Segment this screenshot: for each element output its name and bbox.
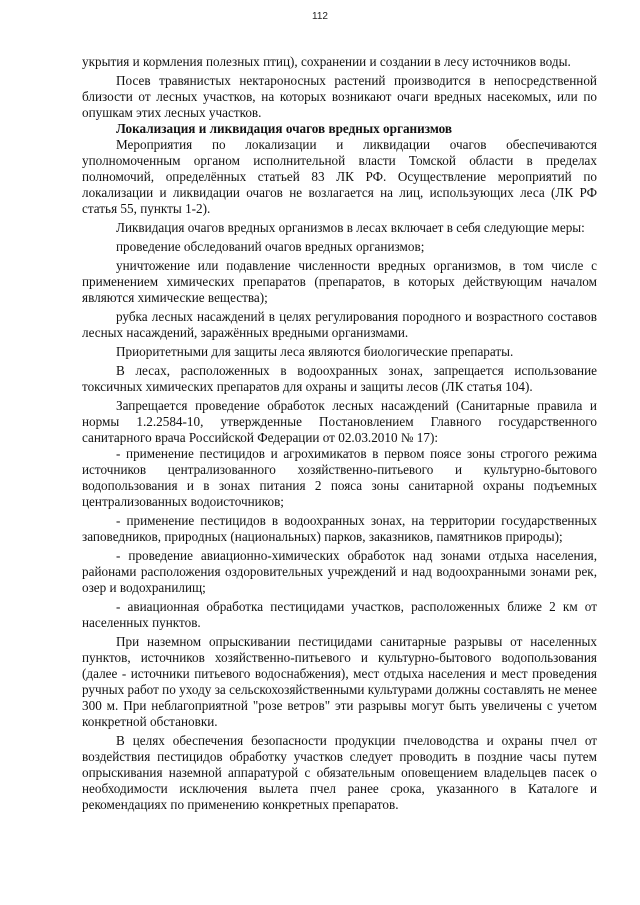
paragraph: Ликвидация очагов вредных организмов в лесах включает в себя следующие меры: xyxy=(116,220,585,235)
list-item: - применение пестицидов и агрохимикатов в первом поясе зоны строгого режима источников централизованного хозяйственно-питьевого и культурно-бытового водопользования и в зонах питания 2 пояса зоны санитарной охраны подъемных централизованных водоисточников; xyxy=(82,446,597,509)
page-number: 112 xyxy=(312,11,328,22)
paragraph: Запрещается проведение обработок лесных насаждений (Санитарные правила и нормы 1.2.2584-10, утвержденные Постановлением Главного государственного санитарного врача Российской Федерации от 02.03.2010 № 17): xyxy=(82,398,597,445)
section-heading: Локализация и ликвидация очагов вредных организмов xyxy=(116,121,453,136)
list-item: уничтожение или подавление численности вредных организмов, в том числе с применением химических препаратов (препаратов, в которых действующим началом являются химические вещества); xyxy=(82,258,597,305)
list-item: - авиационная обработка пестицидами участков, расположенных ближе 2 км от населенных пунктов. xyxy=(82,599,597,630)
list-item: проведение обследований очагов вредных организмов; xyxy=(116,239,425,254)
paragraph: В лесах, расположенных в водоохранных зонах, запрещается использование токсичных химических препаратов для охраны и защиты лесов (ЛК статья 104). xyxy=(82,363,597,394)
document-body xyxy=(82,54,597,813)
paragraph: В целях обеспечения безопасности продукции пчеловодства и охраны пчел от воздействия пестицидов обработку участков следует проводить в поздние часы путем опрыскивания наземной аппаратурой с обязательным оповещением владельцев пасек о необходимости исключения вылета пчел ранее срока, указанного в Каталоге и рекомендациях по применению конкретных препаратов. xyxy=(82,733,597,812)
list-item: рубка лесных насаждений в целях регулирования породного и возрастного составов лесных насаждений, заражённых вредными организмами. xyxy=(82,309,597,340)
paragraph: Мероприятия по локализации и ликвидации очагов обеспечиваются уполномоченным органом исполнительной власти Томской области в пределах полномочий, определённых статьей 83 ЛК РФ. Осуществление мероприятий по локализации и ликвидации очагов не возлагается на лиц, использующих леса (ЛК РФ статья 55, пункты 1-2). xyxy=(82,137,597,216)
list-item: - применение пестицидов в водоохранных зонах, на территории государственных заповедников, природных (национальных) парков, заказников, памятников природы); xyxy=(82,513,597,544)
list-item: - проведение авиационно-химических обработок над зонами отдыха населения, районами расположения оздоровительных учреждений и над водоохранными зонами рек, озер и водохранилищ; xyxy=(82,548,597,595)
paragraph: Приоритетными для защиты леса являются биологические препараты. xyxy=(116,344,514,359)
paragraph: При наземном опрыскивании пестицидами санитарные разрывы от населенных пунктов, источников хозяйственно-питьевого и культурно-бытового водопользования (далее - источники питьевого водоснабжения), мест отдыха населения и мест проведения ручных работ по уходу за сельскохозяйственными культурами должны составлять не менее 300 м. При неблагоприятной "розе ветров" эти разрывы могут быть увеличены с учетом конкретной обстановки. xyxy=(82,634,597,729)
paragraph: Посев травянистых нектароносных растений производится в непосредственной близости от лесных участков, на которых возникают очаги вредных насекомых, или по опушкам этих лесных участков. xyxy=(82,73,597,120)
paragraph: укрытия и кормления полезных птиц), сохранении и создании в лесу источников воды. xyxy=(82,54,571,69)
